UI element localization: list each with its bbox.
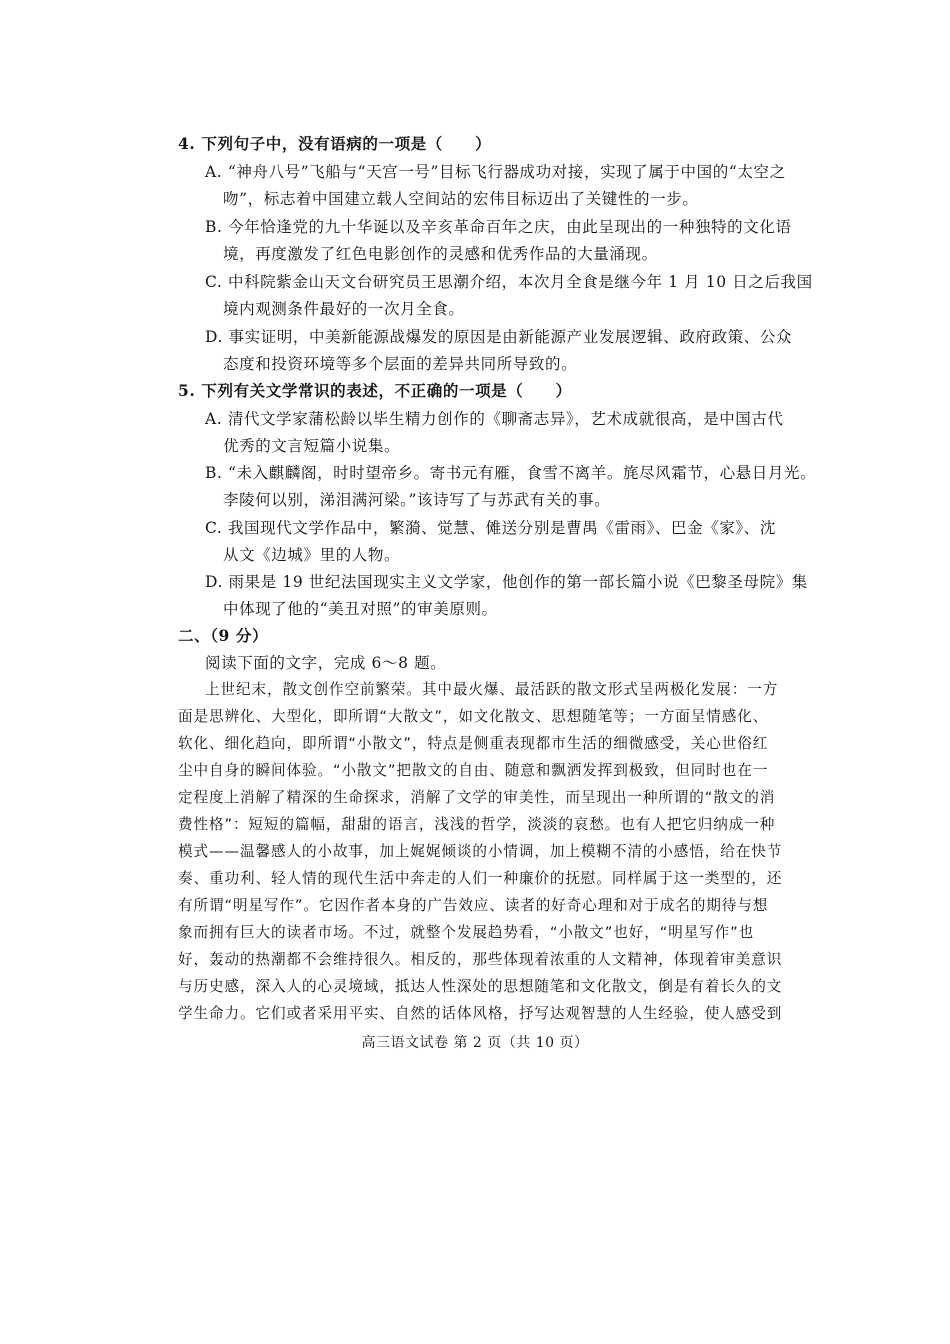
question-4-option-a-line-2: 吻”，标志着中国建立载人空间站的宏伟目标迈出了关键性的一步。 [223,190,699,208]
passage-line: 面是思辨化、大型化，即所谓“大散文”，如文化散文、思想随笔等；一方面呈情感化、 [178,708,769,725]
passage-line: 费性格”：短短的篇幅，甜甜的语言，浅浅的哲学，淡淡的哀愁。也有人把它归纳成一种 [178,816,776,833]
passage-line: 上世纪末，散文创作空前繁荣。其中最火爆、最活跃的散文形式呈两极化发展：一方 [205,681,779,698]
passage-line: 尘中自身的瞬间体验。“小散文”把散文的自由、随意和飘洒发挥到极致，但同时也在一 [178,762,769,779]
question-4-option-b-line-2: 境，再度激发了红色电影创作的灵感和优秀作品的大量涌现。 [223,245,658,263]
question-5-option-b-line-2: 李陵何以别，涕泪满河梁。”该诗写了与苏武有关的事。 [223,491,611,509]
passage-line: 奏、重功利、轻人情的现代生活中奔走的人们一种廉价的抚慰。同样属于这一类型的，还 [178,870,783,887]
passage-line: 定程度上消解了精深的生命探求，消解了文学的审美性，而呈现出一种所谓的“散文的消 [178,789,776,806]
question-4-stem: 4. 下列句子中，没有语病的一项是（ ） [178,134,492,153]
question-4-option-c-line-1: C. 中科院紫金山天文台研究员王思潮介绍，本次月全食是继今年 1 月 10 日之后我国 [205,273,813,291]
passage-line: 与历史感，深入人的心灵境域，抵达人性深处的思想随笔和文化散文，倒是有着长久的文 [178,978,783,995]
section-2-instruction: 阅读下面的文字，完成 6～8 题。 [205,654,447,672]
question-4-option-b-line-1: B. 今年恰逢党的九十华诞以及辛亥革命百年之庆，由此呈现出的一种独特的文化语 [205,218,792,236]
question-5-option-d-line-2: 中体现了他的“美丑对照”的审美原则。 [223,600,498,618]
question-4-option-a-line-1: A. “神舟八号”飞船与“天宫一号”目标飞行器成功对接，实现了属于中国的“太空之 [205,163,786,181]
passage-line: 象而拥有巨大的读者市场。不过，就整个发展趋势看，“小散文”也好，“明星写作”也 [178,924,755,941]
question-4-option-c-line-2: 境内观测条件最好的一次月全食。 [223,300,465,318]
passage-line: 好，轰动的热潮都不会维持很久。相反的，那些体现着浓重的人文精神，体现着审美意识 [178,951,783,968]
question-5-option-b-line-1: B. “未入麒麟阁，时时望帝乡。寄书元有雁，食雪不离羊。旄尽风霜节，心悬日月光。 [205,464,817,482]
question-4-option-d-line-2: 态度和投资环境等多个层面的差异共同所导致的。 [223,355,578,373]
page-footer: 高三语文试卷 第 2 页（共 10 页） [361,1035,589,1051]
passage-line: 模式——温馨感人的小故事，加上娓娓倾谈的小情调，加上模糊不清的小感悟，给在快节 [178,843,783,860]
passage-line: 有所谓“明星写作”。它因作者本身的广告效应、读者的好奇心理和对于成名的期待与想 [178,897,769,914]
question-5-option-a-line-1: A. 清代文学家蒲松龄以毕生精力创作的《聊斋志异》，艺术成就很高，是中国古代 [205,410,784,428]
question-5-option-c-line-2: 从文《边城》里的人物。 [223,546,401,564]
passage-line: 软化、细化趋向，即所谓“小散文”，特点是侧重表现都市生活的细微感受，关心世俗红 [178,735,769,752]
question-5-option-c-line-1: C. 我国现代文学作品中，繁漪、觉慧、傩送分别是曹禺《雷雨》、巴金《家》、沈 [205,519,776,537]
question-4-option-d-line-1: D. 事实证明，中美新能源战爆发的原因是由新能源产业发展逻辑、政府政策、公众 [205,328,793,346]
question-5-option-a-line-2: 优秀的文言短篇小说集。 [223,437,401,455]
question-5-stem: 5. 下列有关文学常识的表述，不正确的一项是（ ） [178,381,572,400]
section-2-heading: 二、（9 分） [178,626,269,645]
passage-line: 学生命力。它们或者采用平实、自然的话体风格，抒写达观智慧的人生经验，使人感受到 [178,1005,783,1022]
question-5-option-d-line-1: D. 雨果是 19 世纪法国现实主义文学家，他创作的第一部长篇小说《巴黎圣母院》集 [205,573,808,591]
